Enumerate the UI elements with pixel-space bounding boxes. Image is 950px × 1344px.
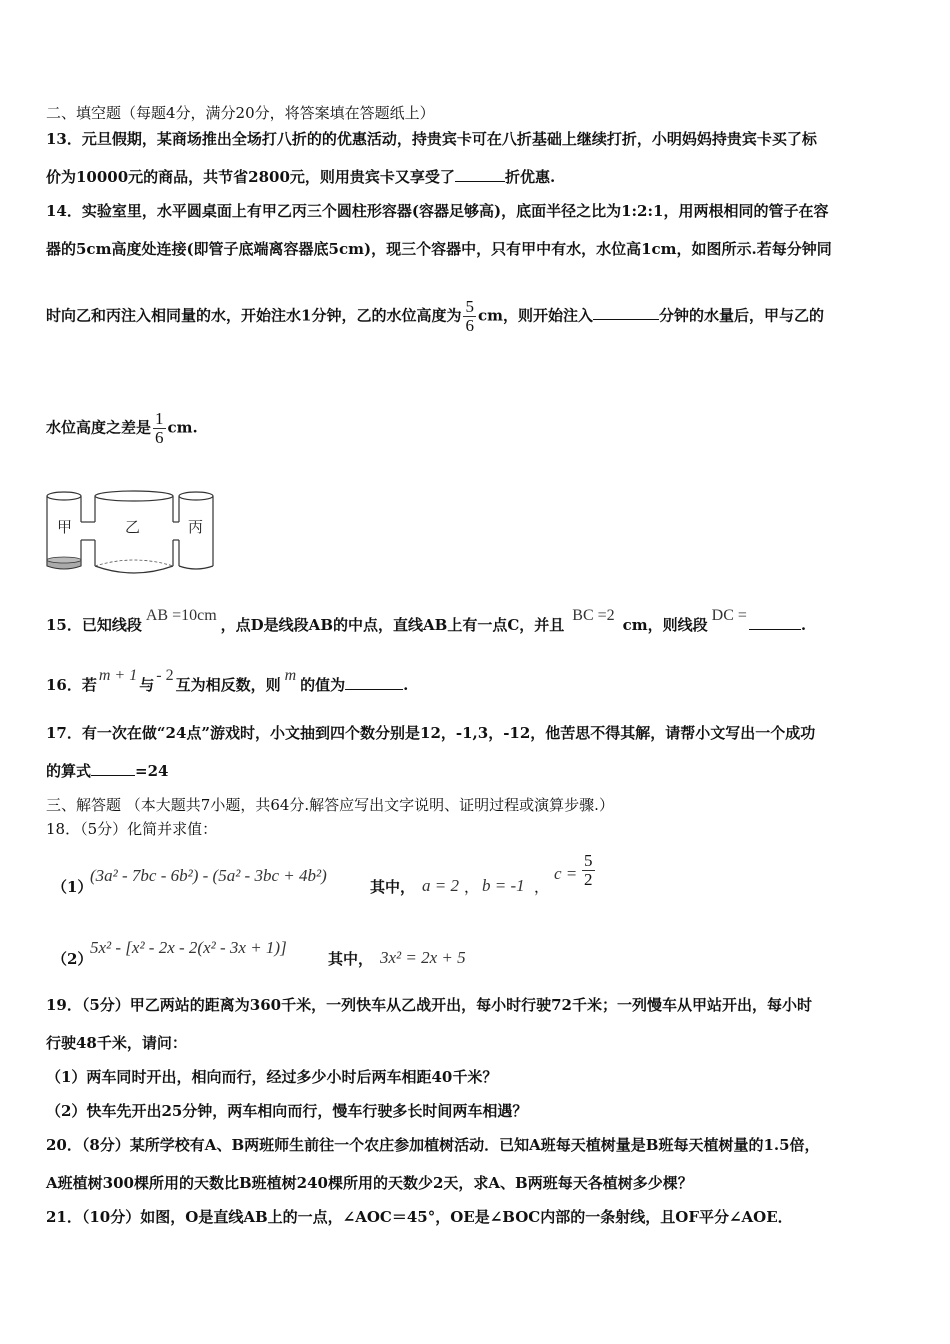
q17-line1: 17．有一次在做“24点”游戏时，小文抽到四个数分别是12，-1,3，-12，他苦思不得其解，请帮小文写出一个成功 <box>46 724 816 742</box>
q18-part1-sep1: ， <box>464 878 480 896</box>
q18-part1-where: 其中， <box>370 878 416 896</box>
q20-line2: A班植树300棵所用的天数比B班植树240棵所用的天数少2天，求A、B两班每天各植树多少棵？ <box>46 1174 693 1192</box>
q16-answer-blank[interactable] <box>345 675 403 690</box>
q18-title: 18．（5分）化简并求值： <box>46 820 218 838</box>
q21-line1: 21．（10分）如图，O是直线AB上的一点，∠AOC＝45°，OE是∠BOC内部的一条射线，且OF平分∠AOE． <box>46 1208 793 1226</box>
q17-answer-blank[interactable] <box>91 761 135 776</box>
section-2-heading: 二、填空题（每题4分，满分20分，将答案填在答题纸上） <box>46 104 435 122</box>
q18-part2-label: （2） <box>52 950 93 968</box>
q15-text-c: cm，则线段 <box>622 616 708 634</box>
q14-line3 <box>46 298 824 335</box>
label-bing: 丙 <box>188 518 204 536</box>
q14-answer-blank[interactable] <box>593 305 659 320</box>
q16-math-m: m <box>284 667 297 684</box>
q19-line1: 19．（5分）甲乙两站的距离为360千米，一列快车从乙战开出，每小时行驶72千米；一列慢车从甲站开出，每小时 <box>46 996 813 1014</box>
q15-answer-blank[interactable] <box>749 615 801 630</box>
q16-text-d: 的值为 <box>300 676 346 694</box>
label-yi: 乙 <box>125 518 141 536</box>
q17-text-b: =24 <box>135 762 169 780</box>
q13-answer-blank[interactable] <box>455 167 505 182</box>
q14-line1: 14．实验室里，水平圆桌面上有甲乙丙三个圆柱形容器(容器足够高)，底面半径之比为1:2:1，用两根相同的管子在容 <box>46 202 829 220</box>
q18-part1-b: b = -1 <box>482 876 525 895</box>
frac-denominator: 2 <box>584 869 593 889</box>
q15-text-a: 15．已知线段 <box>46 616 142 634</box>
q19-line2: 行驶48千米，请问： <box>46 1034 187 1052</box>
q16-text-e: . <box>403 676 409 694</box>
q14-fraction-1-6 <box>153 410 166 447</box>
q13-line1: 13．元旦假期，某商场推出全场打八折的的优惠活动，持贵宾卡可在八折基础上继续打折，小明妈妈持贵宾卡买了标 <box>46 130 817 148</box>
frac-denominator: 6 <box>465 315 474 335</box>
q18-part1-c-fraction <box>582 852 595 889</box>
q19-part1: （1）两车同时开出，相向而行，经过多少小时后两车相距40千米？ <box>46 1068 498 1086</box>
q16-math-m-plus-1: m + 1 <box>98 667 138 684</box>
q16-text-a: 16．若 <box>46 676 97 694</box>
q18-part1-label: （1） <box>52 878 93 896</box>
frac-numerator: 5 <box>584 851 593 870</box>
q13-text-b: 折优惠. <box>504 168 556 186</box>
q15-line <box>46 607 807 635</box>
q18-part1-c: c = <box>554 864 578 883</box>
q16-line <box>46 667 409 695</box>
q18-part2-where: 其中， <box>328 950 374 968</box>
q14-line4 <box>46 410 198 447</box>
q18-part1-a: a = 2 <box>422 876 459 895</box>
q15-math-ab: AB =10cm <box>145 607 217 624</box>
q14-text-d: 水位高度之差是 <box>46 418 152 437</box>
q20-line1: 20．（8分）某所学校有A、B两班师生前往一个农庄参加植树活动．已知A班每天植树量是B班每天植树量的1.5倍， <box>46 1136 820 1154</box>
q15-text-b: ，点D是线段AB的中点，直线AB上有一点C，并且 <box>220 616 565 634</box>
q15-text-d: . <box>800 616 807 634</box>
q14-text-a: 时向乙和丙注入相同量的水，开始注水1分钟，乙的水位高度为 <box>46 306 462 325</box>
frac-denominator: 6 <box>155 427 164 447</box>
q14-text-e: cm. <box>167 418 198 437</box>
q16-math-neg-2: - 2 <box>156 667 174 684</box>
q16-text-c: 互为相反数，则 <box>175 676 281 694</box>
q17-line2 <box>46 760 168 781</box>
q15-math-dc: DC = <box>711 607 747 624</box>
q14-containers-figure <box>44 486 216 578</box>
q14-line2: 器的5cm高度处连接(即管子底端离容器底5cm)，现三个容器中，只有甲中有水，水位高1cm，如图所示.若每分钟同 <box>46 240 832 258</box>
frac-numerator: 5 <box>465 297 474 316</box>
q13-line2 <box>46 166 555 187</box>
q19-part2: （2）快车先开出25分钟，两车相向而行，慢车行驶多长时间两车相遇？ <box>46 1102 528 1120</box>
q14-text-c: 分钟的水量后，甲与乙的 <box>658 306 824 325</box>
q16-text-b: 与 <box>139 676 155 694</box>
q13-text-a: 价为10000元的商品，共节省2800元，则用贵宾卡又享受了 <box>46 168 455 186</box>
q15-math-bc: BC =2 <box>572 607 615 624</box>
label-jia: 甲 <box>57 518 73 536</box>
q18-part1-expression: (3a² - 7bc - 6b²) - (5a² - 3bc + 4b²) <box>90 866 327 885</box>
q14-text-b: cm，则开始注入 <box>477 306 593 325</box>
section-3-heading: 三、解答题 （本大题共7小题，共64分.解答应写出文字说明、证明过程或演算步骤.） <box>46 796 614 814</box>
q18-part1-sep2: ， <box>534 878 550 896</box>
frac-numerator: 1 <box>155 409 164 428</box>
q17-text-a: 的算式 <box>46 762 92 780</box>
q14-fraction-5-6 <box>463 298 476 335</box>
q18-part2-condition: 3x² = 2x + 5 <box>380 948 466 967</box>
q18-part2-expression: 5x² - [x² - 2x - 2(x² - 3x + 1)] <box>90 938 287 957</box>
